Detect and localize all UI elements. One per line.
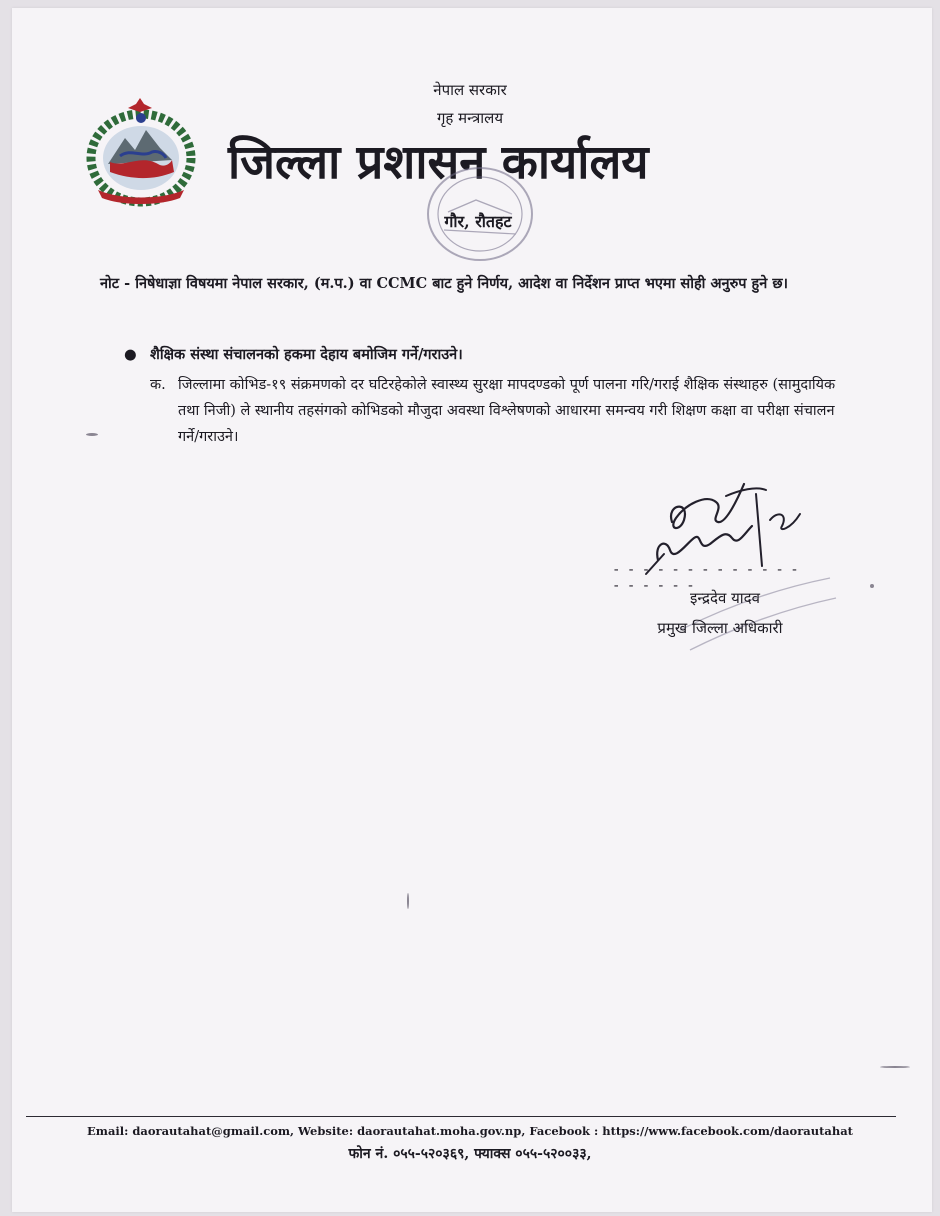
item-text: जिल्लामा कोभिड-१९ संक्रमणको दर घटिरहेकोले स्वास्थ्य सुरक्षा मापदण्डको पूर्ण पालना गरि/गराई शैक्षिक संस्थाहरु (सामुदायिक तथा निजी) ले स्थानीय तहसंगको कोभिडको मौजुदा अवस्था विश्लेषणको आधारमा समन्वय गरी शिक्षण कक्षा वा परीक्षा संचालन गर्ने/गराउने। [178,377,836,445]
scan-speck [407,893,409,909]
signatory-name: इन्द्रदेव यादव [690,589,760,607]
signatory-title: प्रमुख जिल्ला अधिकारी [657,619,783,637]
scan-speck [880,1066,910,1068]
footer-contact: Email: daorautahat@gmail.com, Website: daorautahat.moha.gov.np, Facebook : https://www.facebook.com/daorautahat [87,1124,853,1138]
government-name: नेपाल सरकार [433,81,507,99]
office-location: गौर, रौतहट [444,212,512,231]
footer-divider [26,1116,896,1117]
bullet-icon: ● [124,346,137,363]
nepal-emblem-icon [80,98,202,208]
footer-phone: फोन नं. ०५५-५२०३६९, फ्याक्स ०५५-५२००३३, [348,1146,592,1162]
signatory-stamp [660,570,840,656]
ministry-name: गृह मन्त्रालय [436,109,504,127]
prohibition-note: नोट - निषेधाज्ञा विषयमा नेपाल सरकार, (म.प.) वा CCMC बाट हुने निर्णय, आदेश वा निर्देशन प्राप्त भएमा सोही अनुरुप हुने छ। [100,275,788,292]
signature-line: - - - - - - - - - - - - - - - - - - - [612,562,798,594]
directive-heading [124,344,824,364]
scan-speck [870,584,874,588]
office-title: जिल्ला प्रशासन कार्यालय [228,135,649,190]
directive-heading-text: शैक्षिक संस्था संचालनको हकमा देहाय बमोजिम गर्ने/गराउने। [150,346,463,363]
scan-speck [86,433,98,436]
item-marker: क. [150,377,166,393]
